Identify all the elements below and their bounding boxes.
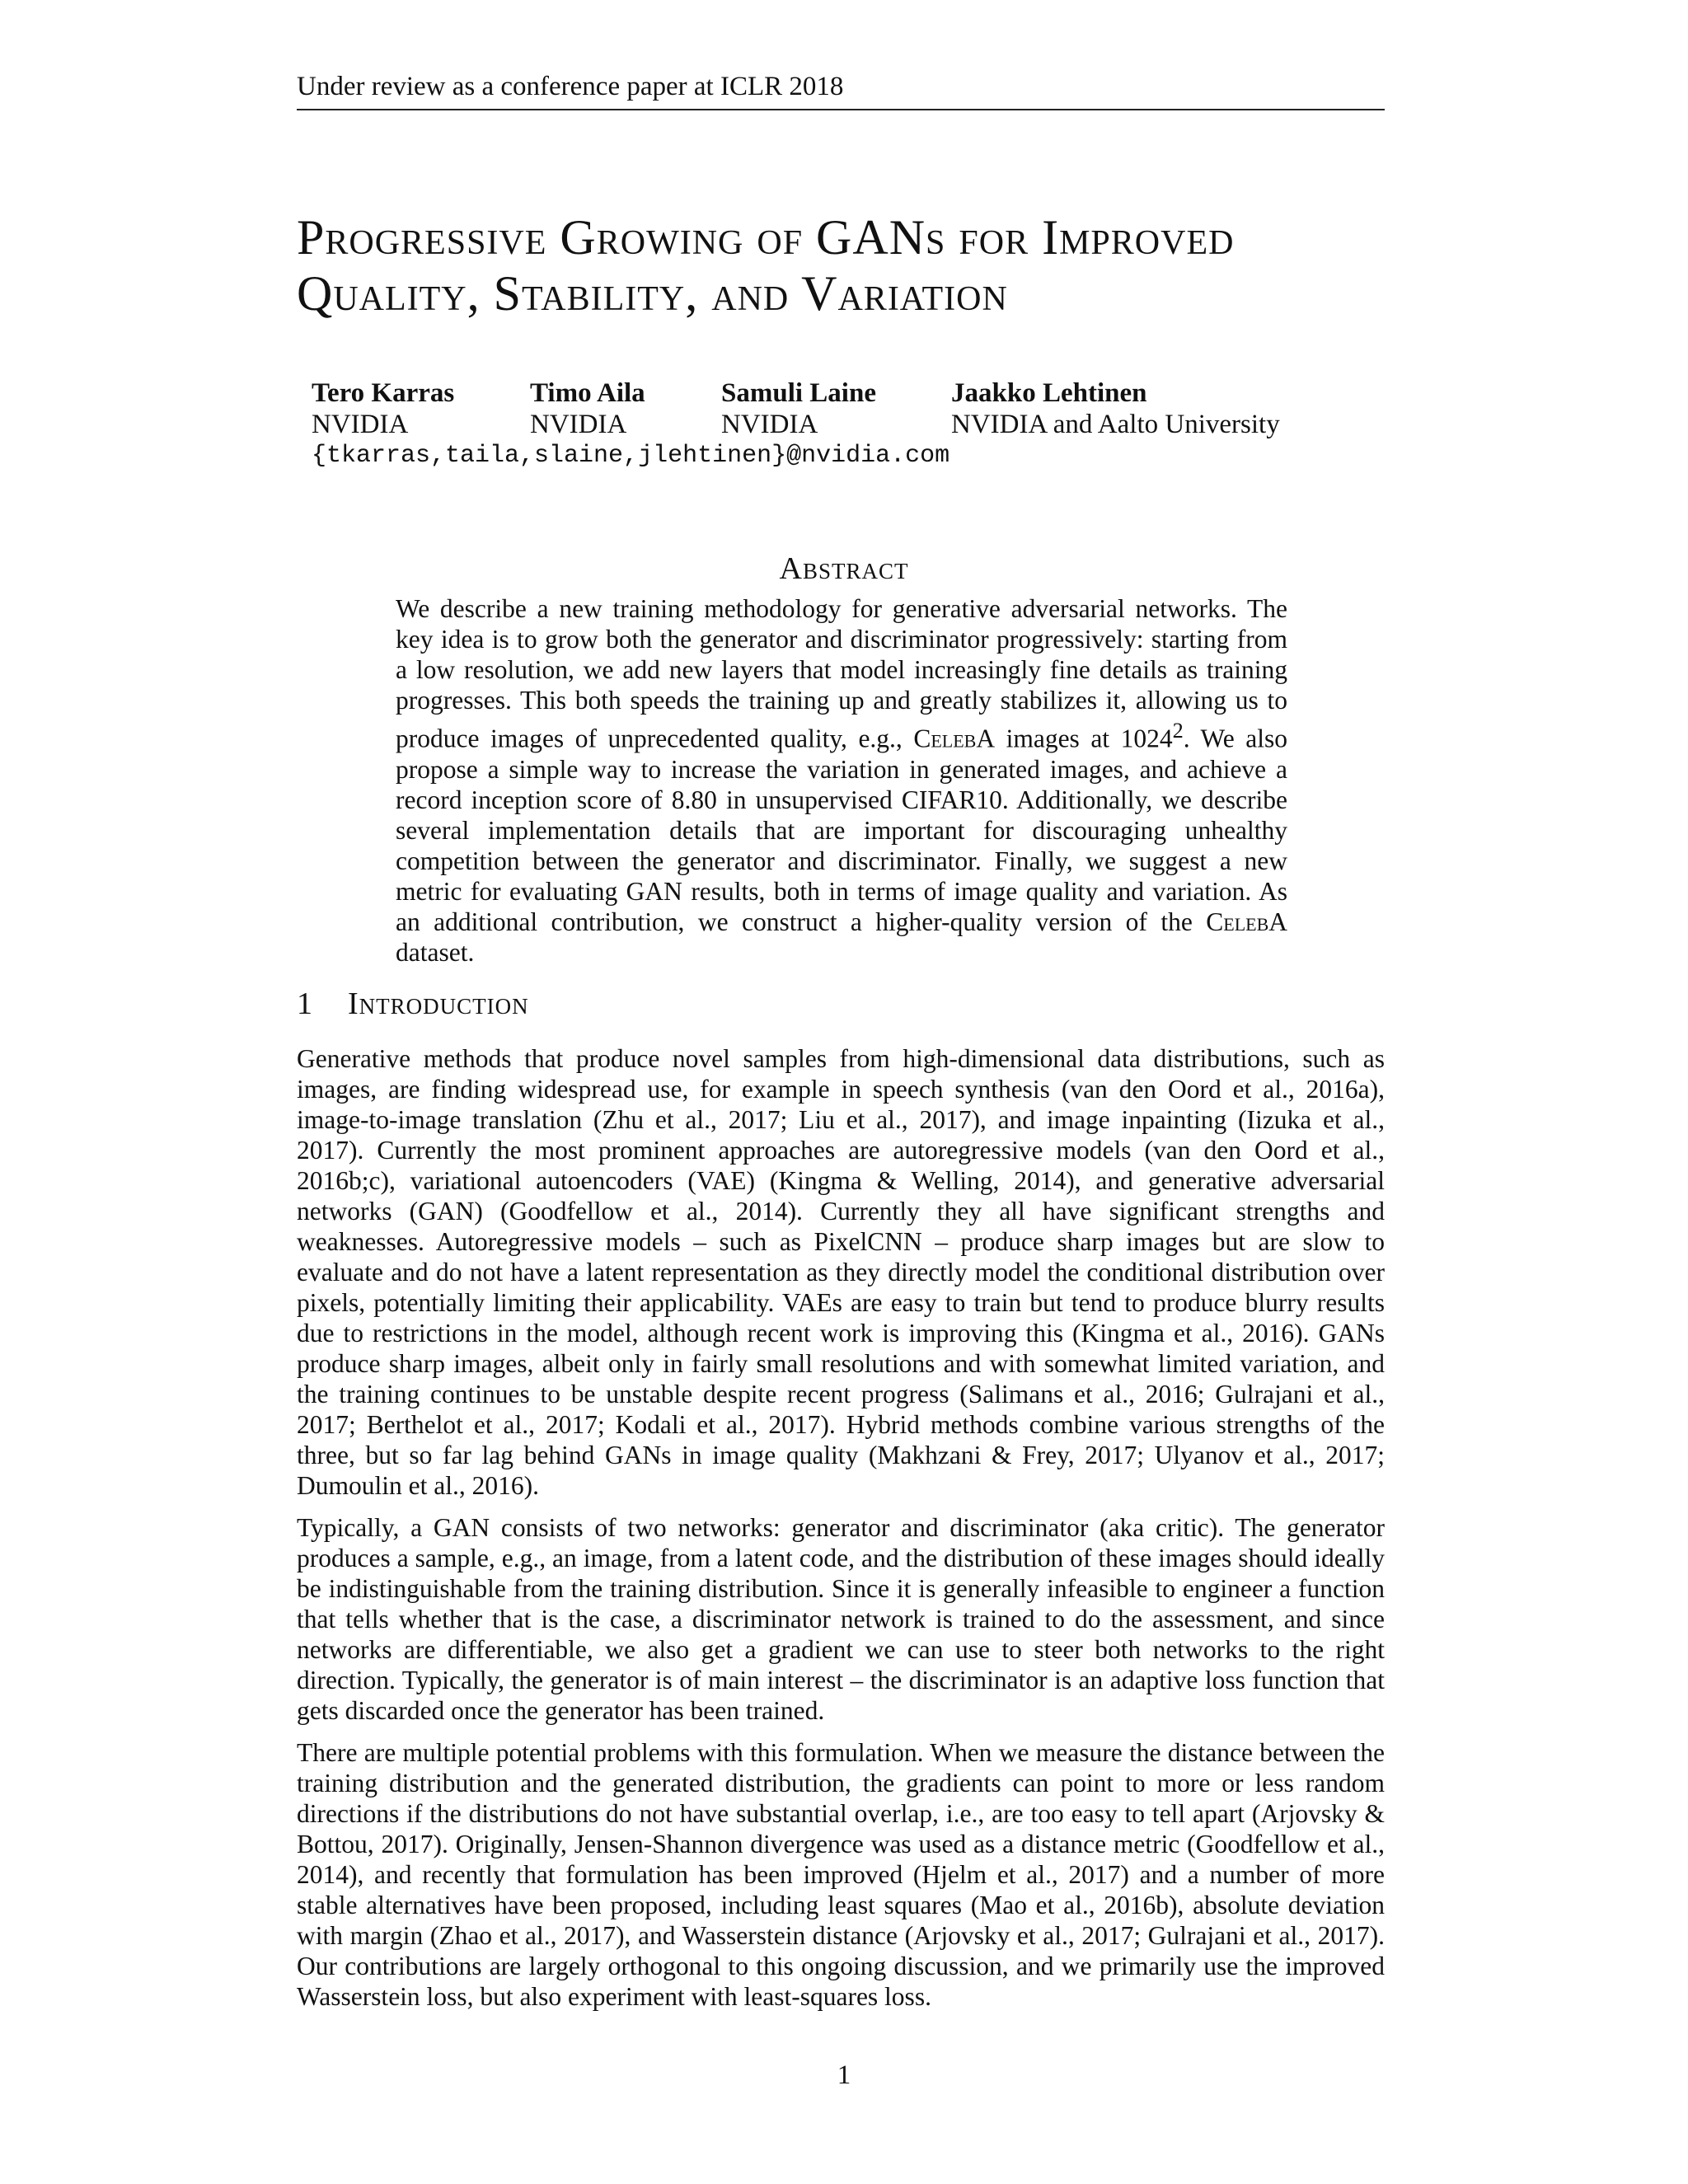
author-affiliation: NVIDIA and Aalto University — [951, 410, 1280, 439]
author-laine — [721, 377, 876, 440]
author-name: Timo Aila — [530, 378, 645, 408]
abstract-part-4: dataset. — [396, 937, 475, 967]
author-name: Jaakko Lehtinen — [951, 378, 1147, 408]
author-aila — [530, 377, 645, 440]
abstract-part-2: images at — [995, 724, 1121, 753]
author-name: Tero Karras — [312, 378, 455, 408]
running-header: Under review as a conference paper at ICLR 2018 — [297, 68, 1385, 110]
dataset-name-celeba: CelebA — [1206, 907, 1287, 936]
author-lehtinen — [951, 377, 1280, 440]
abstract-heading: Abstract — [779, 551, 909, 586]
section-title: Introduction — [348, 987, 529, 1021]
intro-paragraph-2: Typically, a GAN consists of two networks: generator and discriminator (aka critic). The generator produces a sample, e.g., an image, from a latent code, and the distribution of these images should ideally be indistinguishable from the training distribution. Since it is generally infeasible to engineer a function that tells whether that is the case, a discriminator network is trained to do the assessment, and since networks are differentiable, we also get a gradient we can use to steer both networks to the right direction. Typically, the generator is of main interest – the discriminator is an adaptive loss function that gets discarded once the generator has been trained. — [297, 1513, 1385, 1725]
abstract-part-3: . We also propose a simple way to increase the variation in generated images, and achieve a record inception score of 8.80 in unsupervised CIFAR10. Additionally, we describe several implementation details that are important for discouraging unhealthy competition between the generator and discriminator. Finally, we suggest a new metric for evaluating GAN results, both in terms of image quality and variation. As an additional contribution, we construct a higher-quality version of the — [396, 724, 1287, 936]
resolution-base: 1024 — [1120, 724, 1173, 753]
author-karras — [312, 377, 454, 440]
resolution-exponent: 2 — [1172, 719, 1184, 743]
abstract-part-1: We describe a new training methodology for generative adversarial networks. The key idea is to grow both the generator and discriminator progressively: starting from a low resolution, we add new layers that model increasingly fine details as training progresses. This both speeds the training up and greatly stabilizes it, allowing us to produce images of unprecedented quality, e.g., — [396, 594, 1287, 753]
intro-paragraph-1: Generative methods that produce novel samples from high-dimensional data distributions, such as images, are finding widespread use, for example in speech synthesis (van den Oord et al., 2016a), image-to-image translation (Zhu et al., 2017; Liu et al., 2017), and image inpainting (Iizuka et al., 2017). Currently the most prominent approaches are autoregressive models (van den Oord et al., 2016b;c), variational autoencoders (VAE) (Kingma & Welling, 2014), and generative adversarial networks (GAN) (Goodfellow et al., 2014). Currently they all have significant strengths and weaknesses. Autoregressive models – such as PixelCNN – produce sharp images but are slow to evaluate and do not have a latent representation as they directly model the conditional distribution over pixels, potentially limiting their applicability. VAEs are easy to train but tend to produce blurry results due to restrictions in the model, although recent work is improving this (Kingma et al., 2016). GANs produce sharp images, albeit only in fairly small resolutions and with somewhat limited variation, and the training continues to be unstable despite recent progress (Salimans et al., 2016; Gulrajani et al., 2017; Berthelot et al., 2017; Kodali et al., 2017). Hybrid methods combine various strengths of the three, but so far lag behind GANs in image quality (Makhzani & Frey, 2017; Ulyanov et al., 2017; Dumoulin et al., 2016). — [297, 1044, 1385, 1500]
author-affiliation: NVIDIA — [312, 410, 409, 439]
abstract-text — [396, 593, 1287, 968]
author-affiliation: NVIDIA — [530, 410, 627, 439]
author-email: {tkarras,taila,slaine,jlehtinen}@nvidia.com — [312, 442, 950, 470]
intro-paragraph-3: There are multiple potential problems with this formulation. When we measure the distance between the training distribution and the generated distribution, the gradients can point to more or less random directions if the distributions do not have substantial overlap, i.e., are too easy to tell apart (Arjovsky & Bottou, 2017). Originally, Jensen-Shannon divergence was used as a distance metric (Goodfellow et al., 2014), and recently that formulation has been improved (Hjelm et al., 2017) and a number of more stable alternatives have been proposed, including least squares (Mao et al., 2016b), absolute deviation with margin (Zhao et al., 2017), and Wasserstein distance (Arjovsky et al., 2017; Gulrajani et al., 2017). Our contributions are largely orthogonal to this ongoing discussion, and we primarily use the improved Wasserstein loss, but also experiment with least-squares loss. — [297, 1738, 1385, 2011]
section-number: 1 — [297, 987, 313, 1021]
dataset-name-celeba: CelebA — [913, 724, 996, 753]
author-affiliation: NVIDIA — [721, 410, 818, 439]
title-line-1: Progressive Growing of GANs for Improved — [297, 210, 1235, 265]
section-heading-introduction — [297, 986, 529, 1022]
paper-title — [297, 209, 1451, 321]
title-line-2: Quality, Stability, and Variation — [297, 266, 1008, 321]
author-name: Samuli Laine — [721, 378, 876, 408]
page-number: 1 — [837, 2060, 851, 2090]
